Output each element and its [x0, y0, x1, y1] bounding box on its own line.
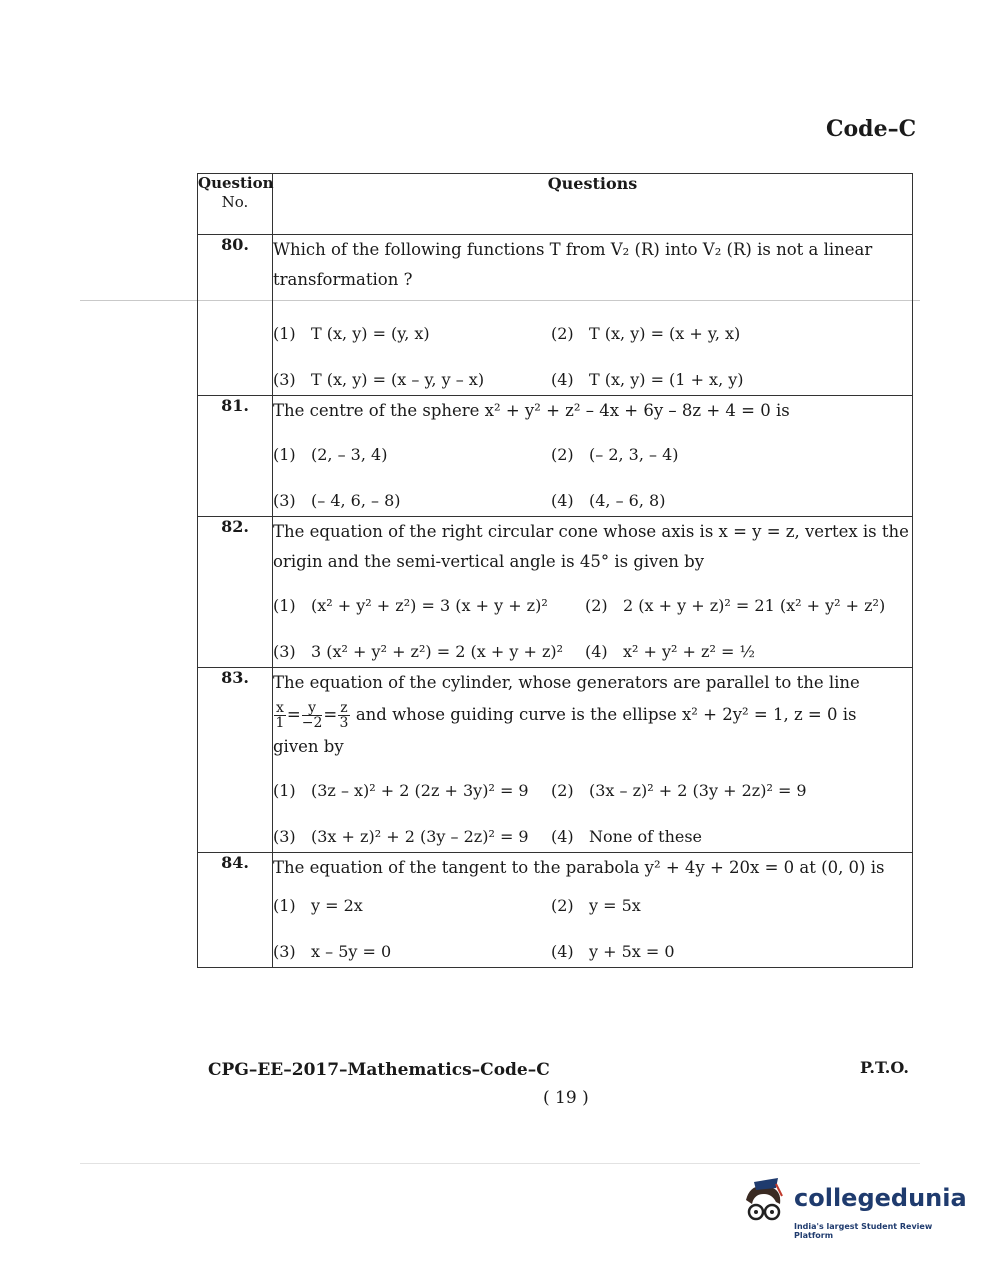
- option-text: T (x, y) = (1 + x, y): [589, 370, 744, 389]
- option: [585, 637, 912, 667]
- question-body: [273, 235, 913, 396]
- table-header-row: [198, 174, 913, 235]
- option-text: (4, – 6, 8): [589, 491, 666, 510]
- option-number: (4): [585, 642, 608, 661]
- question-text-line3: given by: [273, 737, 344, 756]
- header-col1-line2: No.: [221, 193, 249, 211]
- option: [551, 319, 912, 349]
- option-number: (3): [273, 827, 296, 846]
- fraction-y: [302, 701, 323, 730]
- option-number: (1): [273, 596, 296, 615]
- option: [273, 637, 585, 667]
- option-number: (4): [551, 491, 574, 510]
- option: [273, 822, 551, 852]
- option-number: (2): [551, 445, 574, 464]
- question-row: [198, 853, 913, 968]
- option-text: (– 2, 3, – 4): [589, 445, 679, 464]
- option-text: 3 (x² + y² + z²) = 2 (x + y + z)²: [311, 642, 564, 661]
- option: [551, 486, 912, 516]
- option-text: y = 5x: [589, 896, 641, 915]
- question-row: [198, 235, 913, 396]
- option-number: (4): [551, 370, 574, 389]
- option-number: (3): [273, 942, 296, 961]
- frac-numerator: x: [276, 700, 284, 716]
- option-number: (2): [551, 324, 574, 343]
- option-text: (3x + z)² + 2 (3y – 2z)² = 9: [311, 827, 529, 846]
- question-body: [273, 517, 913, 668]
- option: [273, 365, 551, 395]
- frac-denominator: 1: [275, 715, 285, 731]
- question-text: The centre of the sphere x² + y² + z² – 4x + 6y – 8z + 4 = 0 is: [273, 401, 790, 420]
- question-number: 80.: [198, 235, 273, 396]
- option-text: (x² + y² + z²) = 3 (x + y + z)²: [311, 596, 548, 615]
- collegedunia-logo: [736, 1178, 966, 1238]
- code-label: Code–C: [826, 116, 917, 142]
- option-number: (1): [273, 781, 296, 800]
- option: [551, 891, 912, 921]
- options-grid: [273, 591, 912, 667]
- footer-pto: P.T.O.: [860, 1058, 909, 1077]
- option-text: T (x, y) = (x – y, y – x): [311, 370, 485, 389]
- option-text: x² + y² + z² = ½: [623, 642, 755, 661]
- option-text: x – 5y = 0: [311, 942, 392, 961]
- fraction-z: [338, 701, 349, 730]
- option: [273, 891, 551, 921]
- frac-numerator: z: [340, 700, 348, 716]
- option-number: (1): [273, 324, 296, 343]
- option: [273, 440, 551, 470]
- logo-wordmark: collegedunia: [794, 1184, 967, 1212]
- option-text: (3x – z)² + 2 (3y + 2z)² = 9: [589, 781, 807, 800]
- question-text-continuation: and whose guiding curve is the ellipse x² + 2y² = 1, z = 0 is: [355, 705, 857, 724]
- question-text-line1: The equation of the cylinder, whose generators are parallel to the line: [273, 673, 860, 692]
- option-number: (4): [551, 827, 574, 846]
- options-grid: [273, 440, 912, 516]
- option-number: (3): [273, 642, 296, 661]
- header-col1-line1: Question: [198, 174, 274, 192]
- fraction-x: [274, 701, 286, 730]
- option: [551, 365, 912, 395]
- option: [273, 486, 551, 516]
- option: [551, 937, 912, 967]
- option-text: 2 (x + y + z)² = 21 (x² + y² + z²): [623, 596, 886, 615]
- option-number: (3): [273, 370, 296, 389]
- option-number: (2): [551, 781, 574, 800]
- option-number: (4): [551, 942, 574, 961]
- question-row: [198, 668, 913, 853]
- options-grid: [273, 891, 912, 967]
- option: [551, 440, 912, 470]
- question-body: [273, 668, 913, 853]
- question-row: [198, 517, 913, 668]
- header-questions: Questions: [273, 174, 913, 235]
- question-number: 83.: [198, 668, 273, 853]
- option-number: (2): [585, 596, 608, 615]
- option-text: T (x, y) = (x + y, x): [589, 324, 741, 343]
- header-question-no: [198, 174, 273, 235]
- question-text-line2: $\frac{x}{1}$ = $\frac{y}{-2}$ = $\frac{z}{3}$ and whose guiding curve is the ellipse x² + 2y² = 1, z = 0 is: [275, 700, 857, 731]
- option-text: y = 2x: [311, 896, 363, 915]
- option: [273, 776, 551, 806]
- question-body: [273, 853, 913, 968]
- question-text: The equation of the right circular cone whose axis is x = y = z, vertex is the origin and the semi-vertical angle is 45° is given by: [273, 522, 909, 571]
- option-text: (3z – x)² + 2 (2z + 3y)² = 9: [311, 781, 529, 800]
- question-body: [273, 396, 913, 517]
- option: [273, 937, 551, 967]
- logo-tagline: India's largest Student Review Platform: [794, 1222, 933, 1240]
- questions-table: [197, 173, 913, 968]
- option: [551, 776, 912, 806]
- frac-denominator: −2: [301, 715, 323, 731]
- frac-numerator: y: [302, 701, 323, 716]
- mascot-icon: [736, 1178, 792, 1234]
- options-grid: [273, 319, 912, 395]
- footer-exam-code: CPG–EE–2017–Mathematics–Code–C: [208, 1060, 550, 1080]
- question-text: Which of the following functions T from V₂ (R) into V₂ (R) is not a linear transformation ?: [273, 240, 873, 289]
- option-number: (1): [273, 896, 296, 915]
- scan-line: [80, 1163, 920, 1164]
- option-text: T (x, y) = (y, x): [311, 324, 430, 343]
- question-number: 84.: [198, 853, 273, 968]
- options-grid: [273, 776, 912, 852]
- option: [273, 319, 551, 349]
- question-text: The equation of the tangent to the parabola y² + 4y + 20x = 0 at (0, 0) is: [273, 858, 885, 877]
- option-number: (1): [273, 445, 296, 464]
- option-text: (2, – 3, 4): [311, 445, 388, 464]
- frac-denominator: 3: [339, 715, 349, 731]
- option-text: y + 5x = 0: [589, 942, 675, 961]
- option-number: (3): [273, 491, 296, 510]
- option: [551, 822, 912, 852]
- question-number: 81.: [198, 396, 273, 517]
- question-number: 82.: [198, 517, 273, 668]
- option-number: (2): [551, 896, 574, 915]
- option-text: None of these: [589, 827, 703, 846]
- option-text: (– 4, 6, – 8): [311, 491, 401, 510]
- question-row: [198, 396, 913, 517]
- option: [273, 591, 585, 621]
- option: [585, 591, 912, 621]
- page-number: ( 19 ): [543, 1088, 589, 1108]
